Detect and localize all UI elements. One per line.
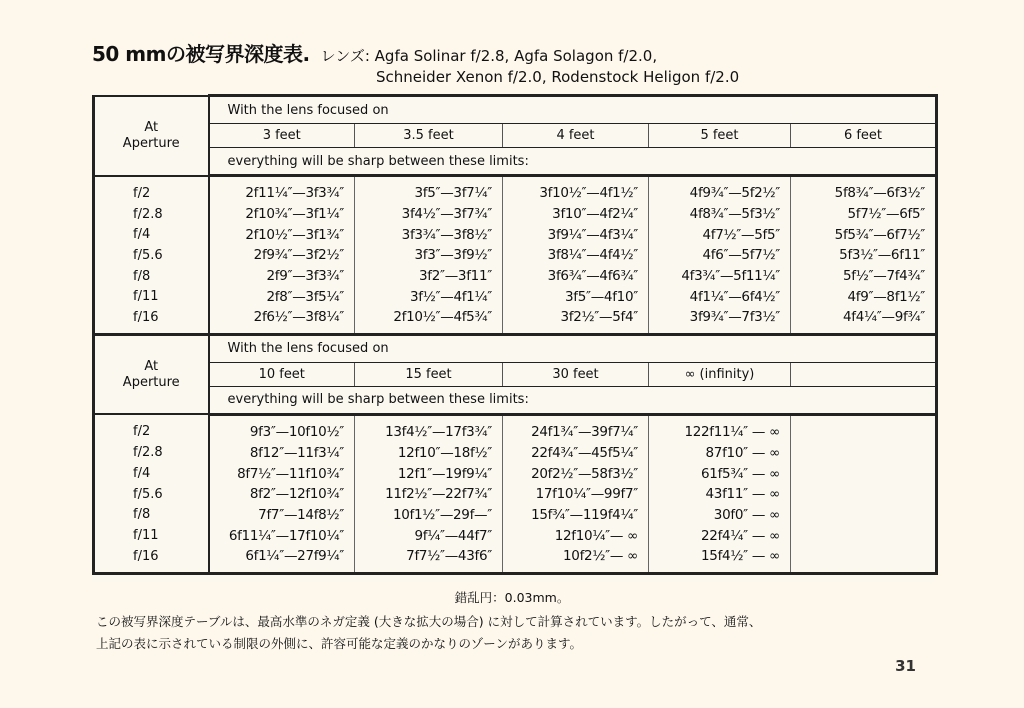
dof-cell: 3f10″—4f2¼″	[503, 204, 649, 225]
dof-cell: 17f10¼″—99f7″	[503, 484, 649, 505]
dof-cell	[791, 546, 937, 573]
distance-header	[791, 362, 937, 386]
dof-cell: 6f1¼″—27f9¼″	[209, 546, 355, 573]
table-note	[96, 611, 936, 655]
dof-cell: 11f2½″—22f7¾″	[355, 484, 503, 505]
dof-cell: 4f6″—5f7½″	[649, 245, 791, 266]
dof-cell: 7f7″—14f8½″	[209, 505, 355, 526]
table-row	[94, 546, 937, 573]
dof-cell: 2f6½″—3f8¼″	[209, 307, 355, 334]
dof-cell	[791, 505, 937, 526]
aperture-value: f/5.6	[94, 484, 209, 505]
lens-list-line1: レンズ: Agfa Solinar f/2.8, Agfa Solagon f/2.0,	[320, 47, 658, 65]
header-distance-row	[94, 124, 937, 148]
aperture-header	[94, 96, 209, 176]
dof-cell: 3f5″—4f10″	[503, 286, 649, 307]
distance-header: 3.5 feet	[355, 124, 503, 148]
dof-cell: 15f¾″—119f4¼″	[503, 505, 649, 526]
dof-cell: 15f4½″ — ∞	[649, 546, 791, 573]
note-line-1: この被写界深度テーブルは、最高水準のネガ定義 (大きな拡大の場合) に対して計算されています。したがって、通常、	[96, 614, 762, 629]
focused-on-label: With the lens focused on	[209, 334, 937, 362]
focused-on-label: With the lens focused on	[209, 96, 937, 124]
lens-list-line2: Schneider Xenon f/2.0, Rodenstock Heligon f/2.0	[376, 68, 740, 86]
note-line-2: 上記の表に示されている制限の外側に、許容可能な定義のかなりのゾーンがあります。	[96, 636, 583, 651]
dof-cell: 5f½″—7f4¾″	[791, 266, 937, 287]
dof-cell: 4f9¾″—5f2½″	[649, 176, 791, 204]
aperture-header	[94, 334, 209, 414]
dof-cell: 24f1¾″—39f7¼″	[503, 414, 649, 442]
dof-cell: 30f0″ — ∞	[649, 505, 791, 526]
dof-cell	[791, 525, 937, 546]
dof-cell: 3f5″—3f7¼″	[355, 176, 503, 204]
dof-cell: 5f3½″—6f11″	[791, 245, 937, 266]
aperture-header-line1: At	[144, 119, 159, 135]
dof-cell: 3f10½″—4f1½″	[503, 176, 649, 204]
dof-cell	[791, 463, 937, 484]
table-row	[94, 176, 937, 204]
header-limits-row	[94, 148, 937, 176]
dof-table	[92, 94, 938, 575]
dof-cell: 4f8¾″—5f3½″	[649, 204, 791, 225]
aperture-value: f/2	[94, 414, 209, 442]
dof-cell: 5f7½″—6f5″	[791, 204, 937, 225]
dof-cell: 12f10¼″— ∞	[503, 525, 649, 546]
distance-header: 30 feet	[503, 362, 649, 386]
aperture-value: f/16	[94, 546, 209, 573]
page-title: 50 mmの被写界深度表.	[92, 42, 310, 66]
header-limits-row	[94, 386, 937, 414]
dof-cell: 43f11″ — ∞	[649, 484, 791, 505]
dof-cell: 6f11¼″—17f10¼″	[209, 525, 355, 546]
dof-cell: 10f1½″—29f—″	[355, 505, 503, 526]
aperture-value: f/11	[94, 286, 209, 307]
table-row	[94, 463, 937, 484]
dof-cell: 13f4½″—17f3¾″	[355, 414, 503, 442]
aperture-value: f/4	[94, 463, 209, 484]
distance-header: 4 feet	[503, 124, 649, 148]
distance-header: ∞ (infinity)	[649, 362, 791, 386]
dof-cell: 4f9″—8f1½″	[791, 286, 937, 307]
dof-cell: 9f¼″—44f7″	[355, 525, 503, 546]
dof-cell: 12f10″—18f½″	[355, 443, 503, 464]
aperture-header-line2: Aperture	[122, 135, 180, 151]
circle-of-confusion-caption: 錯乱円：0.03mm。	[454, 590, 570, 605]
aperture-value: f/2	[94, 176, 209, 204]
aperture-header-line1: At	[144, 358, 159, 374]
table-row	[94, 224, 937, 245]
dof-cell: 7f7½″—43f6″	[355, 546, 503, 573]
dof-cell: 2f10½″—3f1¾″	[209, 224, 355, 245]
dof-cell: 10f2½″— ∞	[503, 546, 649, 573]
table-row	[94, 525, 937, 546]
table-row	[94, 443, 937, 464]
table-row	[94, 307, 937, 334]
dof-cell: 3f9¾″—7f3½″	[649, 307, 791, 334]
aperture-value: f/5.6	[94, 245, 209, 266]
dof-cell: 4f1¼″—6f4½″	[649, 286, 791, 307]
distance-header: 5 feet	[649, 124, 791, 148]
dof-cell: 22f4¼″ — ∞	[649, 525, 791, 546]
depth-of-field-table	[92, 94, 935, 581]
table-row	[94, 286, 937, 307]
page-header	[92, 38, 992, 67]
dof-cell: 8f7½″—11f10¾″	[209, 463, 355, 484]
dof-cell: 61f5¾″ — ∞	[649, 463, 791, 484]
dof-cell: 8f2″—12f10¾″	[209, 484, 355, 505]
dof-cell: 22f4¾″—45f5¼″	[503, 443, 649, 464]
aperture-value: f/16	[94, 307, 209, 334]
dof-cell: 3f6¾″—4f6¾″	[503, 266, 649, 287]
dof-cell: 2f8″—3f5¼″	[209, 286, 355, 307]
dof-cell: 3f2″—3f11″	[355, 266, 503, 287]
aperture-value: f/8	[94, 505, 209, 526]
dof-cell	[791, 443, 937, 464]
dof-cell: 2f10¾″—3f1¼″	[209, 204, 355, 225]
table-row	[94, 245, 937, 266]
distance-header: 3 feet	[209, 124, 355, 148]
dof-cell: 3f2½″—5f4″	[503, 307, 649, 334]
aperture-value: f/4	[94, 224, 209, 245]
table-row	[94, 484, 937, 505]
aperture-value: f/2.8	[94, 204, 209, 225]
dof-cell: 20f2½″—58f3½″	[503, 463, 649, 484]
table-row	[94, 204, 937, 225]
dof-cell: 3f3″—3f9½″	[355, 245, 503, 266]
aperture-value: f/2.8	[94, 443, 209, 464]
dof-cell: 2f9¾″—3f2½″	[209, 245, 355, 266]
dof-cell: 3f9¼″—4f3¼″	[503, 224, 649, 245]
dof-cell: 4f3¾″—5f11¼″	[649, 266, 791, 287]
page-number: 31	[895, 657, 916, 675]
dof-cell: 9f3″—10f10½″	[209, 414, 355, 442]
dof-cell: 4f7½″—5f5″	[649, 224, 791, 245]
distance-header: 15 feet	[355, 362, 503, 386]
limits-label: everything will be sharp between these limits:	[209, 148, 937, 176]
dof-cell: 2f9″—3f3¾″	[209, 266, 355, 287]
dof-cell: 2f10½″—4f5¾″	[355, 307, 503, 334]
aperture-value: f/8	[94, 266, 209, 287]
table-row	[94, 414, 937, 442]
aperture-value: f/11	[94, 525, 209, 546]
dof-cell: 3f3¾″—3f8½″	[355, 224, 503, 245]
dof-cell: 3f4½″—3f7¾″	[355, 204, 503, 225]
table-row	[94, 266, 937, 287]
dof-cell	[791, 484, 937, 505]
dof-cell: 5f5¾″—6f7½″	[791, 224, 937, 245]
distance-header: 6 feet	[791, 124, 937, 148]
dof-cell: 3f½″—4f1¼″	[355, 286, 503, 307]
dof-cell	[791, 414, 937, 442]
table-row	[94, 505, 937, 526]
aperture-header-line2: Aperture	[122, 374, 180, 390]
dof-cell: 12f1″—19f9¼″	[355, 463, 503, 484]
dof-cell: 5f8¾″—6f3½″	[791, 176, 937, 204]
dof-cell: 2f11¼″—3f3¾″	[209, 176, 355, 204]
dof-cell: 122f11¼″ — ∞	[649, 414, 791, 442]
header-distance-row	[94, 362, 937, 386]
dof-cell: 4f4¼″—9f¾″	[791, 307, 937, 334]
dof-cell: 87f10″ — ∞	[649, 443, 791, 464]
limits-label: everything will be sharp between these limits:	[209, 386, 937, 414]
distance-header: 10 feet	[209, 362, 355, 386]
dof-cell: 8f12″—11f3¼″	[209, 443, 355, 464]
header-focused-row	[94, 334, 937, 362]
dof-cell: 3f8¼″—4f4½″	[503, 245, 649, 266]
header-focused-row	[94, 96, 937, 124]
